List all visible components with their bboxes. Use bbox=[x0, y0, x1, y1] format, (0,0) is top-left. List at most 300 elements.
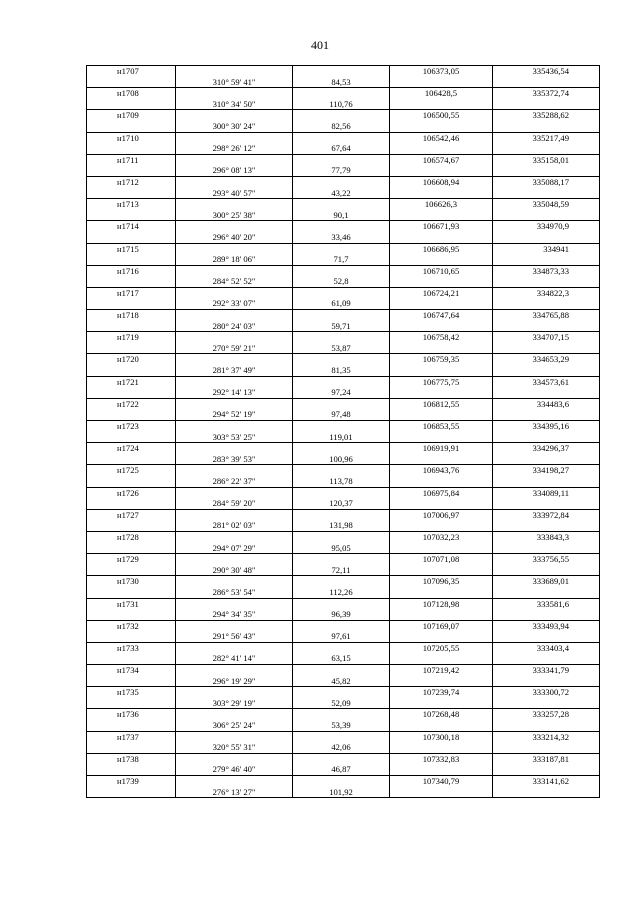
point-id: н1723 bbox=[87, 421, 176, 432]
empty-cell bbox=[390, 432, 493, 443]
segment-bearing: 296° 19' 29" bbox=[176, 676, 293, 687]
empty-cell bbox=[390, 454, 493, 465]
segment-row bbox=[87, 742, 600, 753]
empty-cell bbox=[493, 232, 600, 243]
empty-cell bbox=[87, 165, 176, 176]
empty-cell bbox=[176, 620, 293, 631]
empty-cell bbox=[87, 99, 176, 110]
segment-row bbox=[87, 787, 600, 798]
empty-cell bbox=[390, 609, 493, 620]
empty-cell bbox=[293, 88, 390, 99]
coordinate-y: 334296,37 bbox=[493, 443, 600, 454]
coordinate-y: 335088,17 bbox=[493, 176, 600, 187]
segment-row bbox=[87, 432, 600, 443]
empty-cell bbox=[390, 77, 493, 88]
coordinate-y: 334970,9 bbox=[493, 221, 600, 232]
empty-cell bbox=[176, 376, 293, 387]
point-id: н1718 bbox=[87, 310, 176, 321]
coordinate-x: 107219,42 bbox=[390, 665, 493, 676]
segment-length: 63,15 bbox=[293, 653, 390, 664]
point-id: н1726 bbox=[87, 487, 176, 498]
segment-bearing: 303° 29' 19" bbox=[176, 698, 293, 709]
point-id: н1729 bbox=[87, 554, 176, 565]
empty-cell bbox=[493, 188, 600, 199]
empty-cell bbox=[293, 465, 390, 476]
coordinate-y: 333257,28 bbox=[493, 709, 600, 720]
coordinate-x: 107332,83 bbox=[390, 753, 493, 764]
segment-length: 42,06 bbox=[293, 742, 390, 753]
empty-cell bbox=[493, 210, 600, 221]
empty-cell bbox=[293, 310, 390, 321]
coordinate-x: 106373,05 bbox=[390, 66, 493, 77]
empty-cell bbox=[493, 764, 600, 775]
empty-cell bbox=[176, 731, 293, 742]
point-id: н1731 bbox=[87, 598, 176, 609]
point-id: н1721 bbox=[87, 376, 176, 387]
point-id: н1738 bbox=[87, 753, 176, 764]
empty-cell bbox=[493, 321, 600, 332]
empty-cell bbox=[390, 787, 493, 798]
coordinate-y: 334765,88 bbox=[493, 310, 600, 321]
empty-cell bbox=[493, 787, 600, 798]
point-row bbox=[87, 287, 600, 298]
segment-length: 97,61 bbox=[293, 631, 390, 642]
segment-row bbox=[87, 698, 600, 709]
segment-bearing: 284° 59' 20" bbox=[176, 498, 293, 509]
empty-cell bbox=[176, 176, 293, 187]
segment-row bbox=[87, 653, 600, 664]
empty-cell bbox=[390, 476, 493, 487]
empty-cell bbox=[493, 432, 600, 443]
coordinate-x: 107128,98 bbox=[390, 598, 493, 609]
empty-cell bbox=[87, 543, 176, 554]
coordinate-x: 106724,21 bbox=[390, 287, 493, 298]
point-id: н1714 bbox=[87, 221, 176, 232]
empty-cell bbox=[390, 143, 493, 154]
empty-cell bbox=[176, 642, 293, 653]
empty-cell bbox=[390, 121, 493, 132]
point-row bbox=[87, 66, 600, 77]
empty-cell bbox=[390, 254, 493, 265]
segment-length: 120,37 bbox=[293, 498, 390, 509]
empty-cell bbox=[87, 432, 176, 443]
empty-cell bbox=[293, 354, 390, 365]
segment-row bbox=[87, 165, 600, 176]
coordinate-x: 106686,95 bbox=[390, 243, 493, 254]
empty-cell bbox=[176, 243, 293, 254]
segment-row bbox=[87, 631, 600, 642]
coordinate-x: 106626,3 bbox=[390, 199, 493, 210]
empty-cell bbox=[87, 565, 176, 576]
empty-cell bbox=[293, 66, 390, 77]
coordinate-y: 334573,61 bbox=[493, 376, 600, 387]
segment-row bbox=[87, 143, 600, 154]
segment-bearing: 292° 33' 07" bbox=[176, 298, 293, 309]
point-id: н1730 bbox=[87, 576, 176, 587]
point-id: н1717 bbox=[87, 287, 176, 298]
point-id: н1707 bbox=[87, 66, 176, 77]
coordinate-y: 334707,15 bbox=[493, 332, 600, 343]
coordinate-x: 107300,18 bbox=[390, 731, 493, 742]
coordinate-x: 107169,07 bbox=[390, 620, 493, 631]
empty-cell bbox=[390, 165, 493, 176]
coordinate-x: 107032,23 bbox=[390, 531, 493, 542]
empty-cell bbox=[493, 77, 600, 88]
point-row bbox=[87, 598, 600, 609]
empty-cell bbox=[176, 287, 293, 298]
coordinate-y: 333843,3 bbox=[493, 531, 600, 542]
empty-cell bbox=[493, 653, 600, 664]
segment-length: 46,87 bbox=[293, 764, 390, 775]
point-row bbox=[87, 332, 600, 343]
coordinate-y: 335158,01 bbox=[493, 154, 600, 165]
point-id: н1719 bbox=[87, 332, 176, 343]
segment-row bbox=[87, 454, 600, 465]
segment-bearing: 283° 39' 53" bbox=[176, 454, 293, 465]
coordinate-x: 106975,84 bbox=[390, 487, 493, 498]
empty-cell bbox=[293, 176, 390, 187]
empty-cell bbox=[87, 720, 176, 731]
empty-cell bbox=[176, 687, 293, 698]
empty-cell bbox=[390, 720, 493, 731]
segment-length: 100,96 bbox=[293, 454, 390, 465]
empty-cell bbox=[176, 576, 293, 587]
empty-cell bbox=[87, 498, 176, 509]
empty-cell bbox=[493, 409, 600, 420]
segment-length: 53,87 bbox=[293, 343, 390, 354]
segment-length: 97,24 bbox=[293, 387, 390, 398]
empty-cell bbox=[493, 742, 600, 753]
empty-cell bbox=[87, 653, 176, 664]
empty-cell bbox=[293, 487, 390, 498]
empty-cell bbox=[493, 498, 600, 509]
segment-bearing: 300° 25' 38" bbox=[176, 210, 293, 221]
point-row bbox=[87, 199, 600, 210]
coordinate-x: 106574,67 bbox=[390, 154, 493, 165]
empty-cell bbox=[176, 221, 293, 232]
segment-length: 97,48 bbox=[293, 409, 390, 420]
segment-length: 77,79 bbox=[293, 165, 390, 176]
coordinate-x: 107096,35 bbox=[390, 576, 493, 587]
empty-cell bbox=[493, 165, 600, 176]
empty-cell bbox=[293, 221, 390, 232]
coordinate-x: 106710,65 bbox=[390, 265, 493, 276]
empty-cell bbox=[87, 676, 176, 687]
empty-cell bbox=[87, 276, 176, 287]
coordinate-x: 106943,76 bbox=[390, 465, 493, 476]
segment-row bbox=[87, 387, 600, 398]
point-id: н1728 bbox=[87, 531, 176, 542]
segment-length: 101,92 bbox=[293, 787, 390, 798]
empty-cell bbox=[493, 387, 600, 398]
segment-row bbox=[87, 321, 600, 332]
empty-cell bbox=[87, 698, 176, 709]
empty-cell bbox=[390, 99, 493, 110]
segment-row bbox=[87, 476, 600, 487]
empty-cell bbox=[293, 620, 390, 631]
empty-cell bbox=[390, 520, 493, 531]
segment-bearing: 279° 46' 40" bbox=[176, 764, 293, 775]
point-row bbox=[87, 221, 600, 232]
empty-cell bbox=[293, 598, 390, 609]
point-id: н1724 bbox=[87, 443, 176, 454]
segment-length: 67,64 bbox=[293, 143, 390, 154]
segment-bearing: 298° 26' 12" bbox=[176, 143, 293, 154]
empty-cell bbox=[390, 631, 493, 642]
segment-bearing: 294° 34' 35" bbox=[176, 609, 293, 620]
coordinate-y: 333141,62 bbox=[493, 776, 600, 787]
point-row bbox=[87, 310, 600, 321]
segment-length: 110,76 bbox=[293, 99, 390, 110]
empty-cell bbox=[293, 243, 390, 254]
point-id: н1711 bbox=[87, 154, 176, 165]
point-id: н1737 bbox=[87, 731, 176, 742]
segment-bearing: 310° 34' 50" bbox=[176, 99, 293, 110]
empty-cell bbox=[493, 520, 600, 531]
coordinate-x: 106428,5 bbox=[390, 88, 493, 99]
segment-length: 52,09 bbox=[293, 698, 390, 709]
empty-cell bbox=[87, 609, 176, 620]
coordinate-x: 106853,55 bbox=[390, 421, 493, 432]
segment-bearing: 284° 52' 52" bbox=[176, 276, 293, 287]
coordinate-y: 334089,11 bbox=[493, 487, 600, 498]
empty-cell bbox=[176, 354, 293, 365]
empty-cell bbox=[493, 631, 600, 642]
segment-length: 90,1 bbox=[293, 210, 390, 221]
empty-cell bbox=[87, 587, 176, 598]
coordinate-x: 107239,74 bbox=[390, 687, 493, 698]
segment-row bbox=[87, 188, 600, 199]
segment-row bbox=[87, 232, 600, 243]
segment-bearing: 306° 25' 24" bbox=[176, 720, 293, 731]
segment-row bbox=[87, 365, 600, 376]
empty-cell bbox=[87, 454, 176, 465]
empty-cell bbox=[293, 132, 390, 143]
empty-cell bbox=[176, 665, 293, 676]
point-row bbox=[87, 509, 600, 520]
segment-bearing: 300° 30' 24" bbox=[176, 121, 293, 132]
segment-bearing: 291° 56' 43" bbox=[176, 631, 293, 642]
point-id: н1733 bbox=[87, 642, 176, 653]
coordinate-y: 333187,81 bbox=[493, 753, 600, 764]
coordinate-y: 335048,59 bbox=[493, 199, 600, 210]
coordinate-x: 106812,55 bbox=[390, 398, 493, 409]
coordinate-x: 106758,42 bbox=[390, 332, 493, 343]
coordinate-y: 333972,84 bbox=[493, 509, 600, 520]
segment-length: 96,39 bbox=[293, 609, 390, 620]
segment-length: 84,53 bbox=[293, 77, 390, 88]
empty-cell bbox=[390, 543, 493, 554]
segment-row bbox=[87, 498, 600, 509]
empty-cell bbox=[293, 576, 390, 587]
point-row bbox=[87, 265, 600, 276]
empty-cell bbox=[390, 409, 493, 420]
coordinate-y: 334822,3 bbox=[493, 287, 600, 298]
segment-row bbox=[87, 676, 600, 687]
segment-bearing: 296° 40' 20" bbox=[176, 232, 293, 243]
coordinate-x: 107268,48 bbox=[390, 709, 493, 720]
point-row bbox=[87, 154, 600, 165]
segment-length: 119,01 bbox=[293, 432, 390, 443]
coordinate-y: 335372,74 bbox=[493, 88, 600, 99]
coordinate-x: 107205,55 bbox=[390, 642, 493, 653]
segment-bearing: 276° 13' 27" bbox=[176, 787, 293, 798]
coordinate-x: 106671,93 bbox=[390, 221, 493, 232]
empty-cell bbox=[493, 720, 600, 731]
empty-cell bbox=[176, 598, 293, 609]
coordinate-y: 335288,62 bbox=[493, 110, 600, 121]
empty-cell bbox=[293, 731, 390, 742]
empty-cell bbox=[293, 509, 390, 520]
segment-bearing: 290° 30' 48" bbox=[176, 565, 293, 576]
empty-cell bbox=[176, 199, 293, 210]
segment-row bbox=[87, 254, 600, 265]
segment-bearing: 280° 24' 03" bbox=[176, 321, 293, 332]
empty-cell bbox=[176, 265, 293, 276]
empty-cell bbox=[176, 709, 293, 720]
empty-cell bbox=[390, 343, 493, 354]
segment-row bbox=[87, 121, 600, 132]
point-row bbox=[87, 687, 600, 698]
coordinate-x: 106500,55 bbox=[390, 110, 493, 121]
point-row bbox=[87, 465, 600, 476]
coordinate-y: 333300,72 bbox=[493, 687, 600, 698]
segment-length: 113,78 bbox=[293, 476, 390, 487]
coordinate-x: 107071,08 bbox=[390, 554, 493, 565]
coordinate-y: 333756,55 bbox=[493, 554, 600, 565]
segment-row bbox=[87, 720, 600, 731]
segment-length: 71,7 bbox=[293, 254, 390, 265]
segment-bearing: 294° 07' 29" bbox=[176, 543, 293, 554]
point-id: н1708 bbox=[87, 88, 176, 99]
empty-cell bbox=[493, 343, 600, 354]
empty-cell bbox=[176, 421, 293, 432]
point-row bbox=[87, 176, 600, 187]
empty-cell bbox=[390, 210, 493, 221]
empty-cell bbox=[390, 321, 493, 332]
empty-cell bbox=[390, 565, 493, 576]
empty-cell bbox=[176, 753, 293, 764]
empty-cell bbox=[87, 742, 176, 753]
coordinate-y: 335217,49 bbox=[493, 132, 600, 143]
segment-row bbox=[87, 409, 600, 420]
segment-row bbox=[87, 99, 600, 110]
coordinate-y: 334941 bbox=[493, 243, 600, 254]
empty-cell bbox=[87, 232, 176, 243]
empty-cell bbox=[293, 332, 390, 343]
point-row bbox=[87, 132, 600, 143]
coordinate-y: 333581,6 bbox=[493, 598, 600, 609]
empty-cell bbox=[176, 88, 293, 99]
coordinate-y: 334483,6 bbox=[493, 398, 600, 409]
empty-cell bbox=[493, 276, 600, 287]
segment-row bbox=[87, 764, 600, 775]
segment-bearing: 281° 02' 03" bbox=[176, 520, 293, 531]
empty-cell bbox=[176, 66, 293, 77]
empty-cell bbox=[293, 709, 390, 720]
point-id: н1722 bbox=[87, 398, 176, 409]
point-row bbox=[87, 620, 600, 631]
segment-row bbox=[87, 276, 600, 287]
point-row bbox=[87, 110, 600, 121]
empty-cell bbox=[493, 543, 600, 554]
point-id: н1739 bbox=[87, 776, 176, 787]
segment-length: 112,26 bbox=[293, 587, 390, 598]
coordinate-x: 106542,46 bbox=[390, 132, 493, 143]
segment-bearing: 293° 40' 57" bbox=[176, 188, 293, 199]
coordinate-x: 106759,35 bbox=[390, 354, 493, 365]
empty-cell bbox=[390, 764, 493, 775]
empty-cell bbox=[176, 398, 293, 409]
empty-cell bbox=[390, 742, 493, 753]
segment-length: 131,98 bbox=[293, 520, 390, 531]
empty-cell bbox=[493, 454, 600, 465]
coordinate-y: 334198,27 bbox=[493, 465, 600, 476]
coordinate-y: 333403,4 bbox=[493, 642, 600, 653]
segment-length: 33,46 bbox=[293, 232, 390, 243]
empty-cell bbox=[176, 310, 293, 321]
coordinate-y: 334653,29 bbox=[493, 354, 600, 365]
empty-cell bbox=[293, 154, 390, 165]
boundary-coordinates-table bbox=[86, 65, 600, 798]
point-row bbox=[87, 443, 600, 454]
segment-length: 52,8 bbox=[293, 276, 390, 287]
coordinate-y: 334873,33 bbox=[493, 265, 600, 276]
empty-cell bbox=[87, 254, 176, 265]
segment-bearing: 270° 59' 21" bbox=[176, 343, 293, 354]
empty-cell bbox=[293, 753, 390, 764]
empty-cell bbox=[87, 188, 176, 199]
coordinate-y: 333341,79 bbox=[493, 665, 600, 676]
empty-cell bbox=[493, 676, 600, 687]
point-row bbox=[87, 398, 600, 409]
empty-cell bbox=[293, 110, 390, 121]
coordinate-x: 106919,91 bbox=[390, 443, 493, 454]
point-id: н1716 bbox=[87, 265, 176, 276]
point-row bbox=[87, 243, 600, 254]
segment-row bbox=[87, 210, 600, 221]
point-id: н1715 bbox=[87, 243, 176, 254]
empty-cell bbox=[176, 509, 293, 520]
segment-bearing: 303° 53' 25" bbox=[176, 432, 293, 443]
segment-row bbox=[87, 520, 600, 531]
coordinate-y: 333214,32 bbox=[493, 731, 600, 742]
coordinate-x: 107340,79 bbox=[390, 776, 493, 787]
point-row bbox=[87, 554, 600, 565]
empty-cell bbox=[87, 409, 176, 420]
empty-cell bbox=[176, 487, 293, 498]
coordinate-x: 106747,64 bbox=[390, 310, 493, 321]
segment-bearing: 289° 18' 06" bbox=[176, 254, 293, 265]
segment-length: 45,82 bbox=[293, 676, 390, 687]
empty-cell bbox=[176, 465, 293, 476]
empty-cell bbox=[390, 232, 493, 243]
coordinate-y: 334395,16 bbox=[493, 421, 600, 432]
point-row bbox=[87, 421, 600, 432]
point-id: н1710 bbox=[87, 132, 176, 143]
empty-cell bbox=[293, 687, 390, 698]
segment-length: 72,11 bbox=[293, 565, 390, 576]
segment-bearing: 296° 08' 13" bbox=[176, 165, 293, 176]
segment-bearing: 292° 14' 13" bbox=[176, 387, 293, 398]
empty-cell bbox=[293, 642, 390, 653]
empty-cell bbox=[390, 276, 493, 287]
empty-cell bbox=[493, 143, 600, 154]
coordinate-y: 333493,94 bbox=[493, 620, 600, 631]
empty-cell bbox=[87, 298, 176, 309]
empty-cell bbox=[293, 665, 390, 676]
empty-cell bbox=[293, 287, 390, 298]
